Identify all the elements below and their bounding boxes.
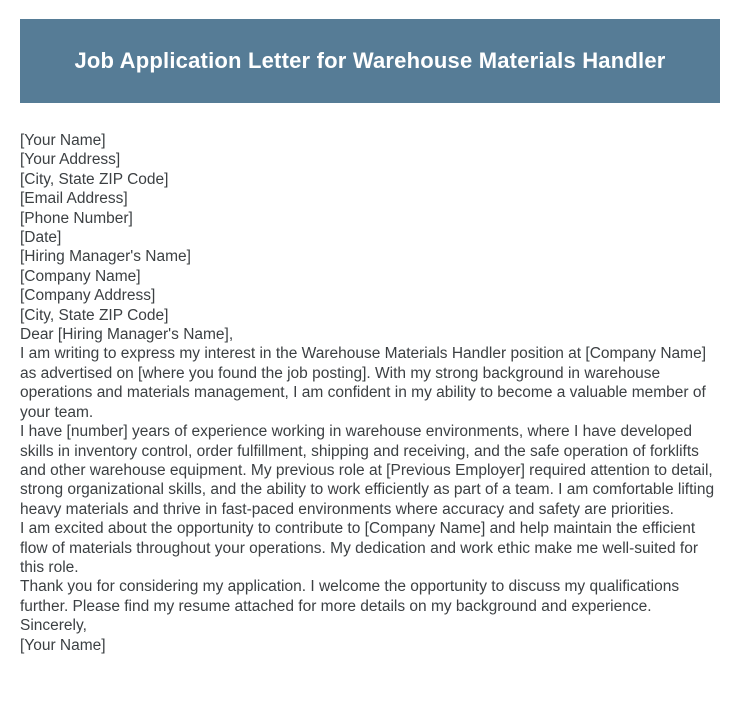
page: [0, 19, 740, 705]
address-line: [Company Name]: [20, 267, 141, 285]
letter-paragraph: Thank you for considering my application. I welcome the opportunity to discuss my qualifications further. Please find my resume attached for more details on my background and experience.: [20, 578, 680, 615]
address-line: [Your Address]: [20, 151, 121, 169]
letter-paragraph: I am excited about the opportunity to contribute to [Company Name] and help maintain the efficient flow of materials throughout your operations. My dedication and work ethic make me well-suited for this role.: [20, 520, 699, 576]
address-line: [Phone Number]: [20, 209, 133, 227]
address-line: [Date]: [20, 229, 62, 247]
address-line: [Email Address]: [20, 190, 128, 208]
signature: [Your Name]: [20, 636, 106, 654]
salutation: Dear [Hiring Manager's Name],: [20, 326, 234, 344]
letter-paragraph: I am writing to express my interest in the Warehouse Materials Handler position at [Company Name] as advertised on [where you found the job posting]. With my strong background in warehouse operations and materials management, I am confident in my ability to become a valuable member of your team.: [20, 345, 707, 421]
closing: Sincerely,: [20, 617, 87, 635]
title-banner: [20, 19, 720, 103]
address-line: [Hiring Manager's Name]: [20, 248, 191, 266]
page-title: Job Application Letter for Warehouse Materials Handler: [74, 48, 666, 73]
address-line: [City, State ZIP Code]: [20, 306, 169, 324]
letter-paragraph: I have [number] years of experience working in warehouse environments, where I have developed skills in inventory control, order fulfillment, shipping and receiving, and the safe operation of forklifts and other warehouse equipment. My previous role at [Previous Employer] required attention to detail, strong organizational skills, and the ability to work efficiently as part of a team. I am comfortable lifting heavy materials and thrive in fast-paced environments where accuracy and safety are priorities.: [20, 423, 715, 518]
address-line: [Your Name]: [20, 132, 106, 149]
letter-body: [20, 131, 720, 655]
address-line: [Company Address]: [20, 287, 156, 305]
address-line: [City, State ZIP Code]: [20, 170, 169, 188]
